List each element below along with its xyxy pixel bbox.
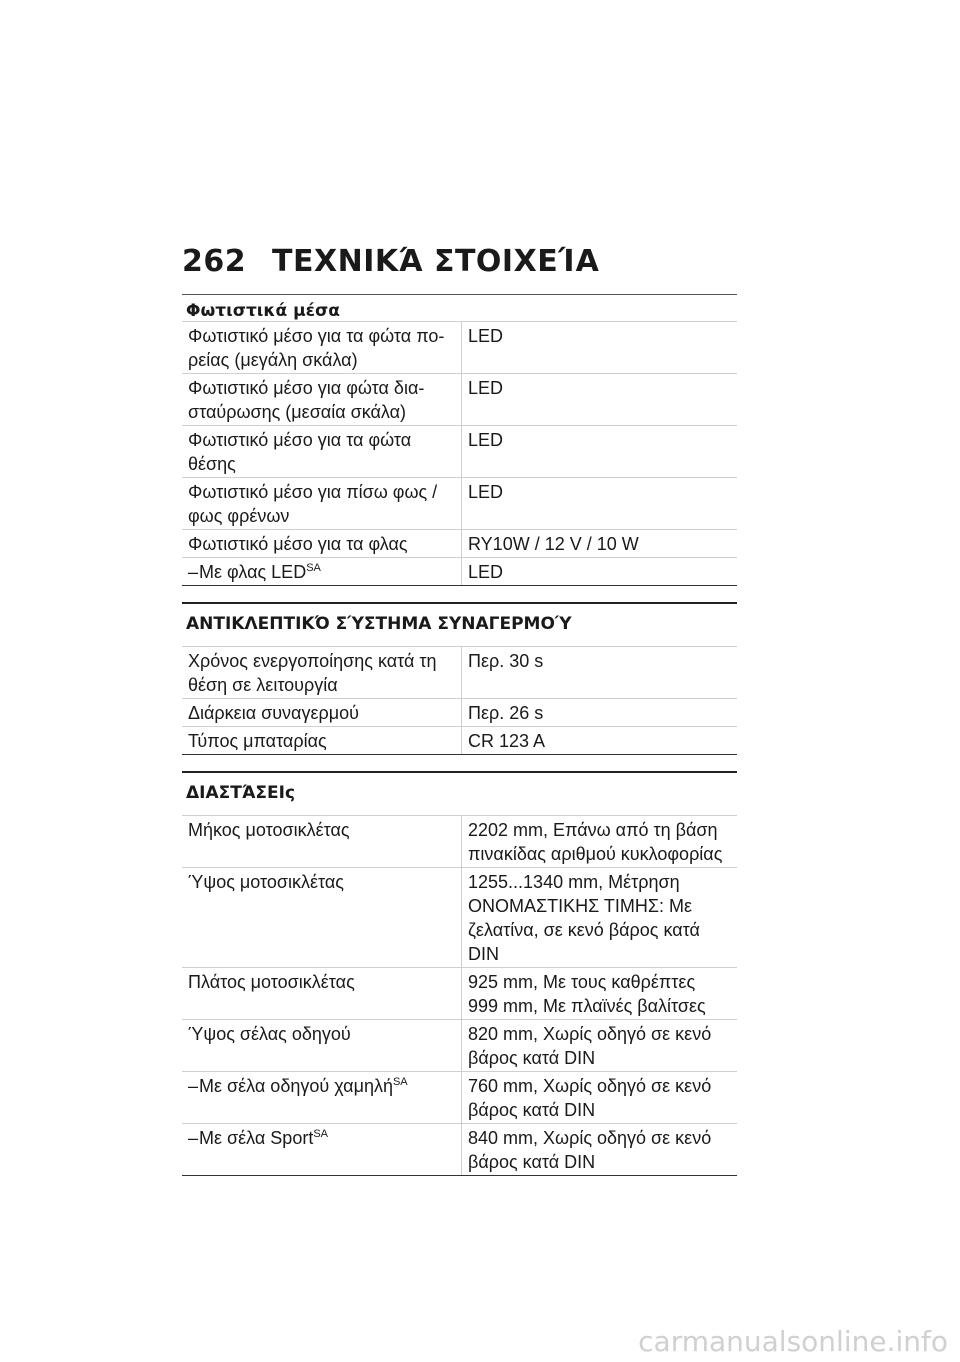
- table-row: [182, 816, 737, 868]
- section-title: ΑΝΤΙΚΛΕΠΤΙΚΌ ΣΎΣΤΗΜΑ ΣΥΝΑΓΕΡΜΟΎ: [182, 602, 737, 647]
- row-label: [182, 322, 462, 373]
- dash-marker: –: [188, 562, 199, 582]
- page-header: [182, 244, 599, 284]
- row-value: 820 mm, Χωρίς οδηγό σε κενό βάρος κατά DIN: [468, 1024, 712, 1068]
- row-value: RY10W / 12 V / 10 W: [468, 534, 639, 554]
- row-value: Περ. 26 s: [468, 703, 544, 723]
- row-label: [182, 1072, 462, 1123]
- table-row: [182, 647, 737, 699]
- row-label-text: Φωτιστικό μέσο για πίσω φως / φως φρένων: [188, 482, 438, 526]
- table-row: [182, 478, 737, 530]
- row-value: CR 123 A: [468, 731, 546, 751]
- row-value: LED: [468, 562, 504, 582]
- row-label-text: Με σέλα οδηγού χαμηλή: [199, 1076, 393, 1096]
- row-label: [182, 868, 462, 967]
- row-label: [182, 530, 462, 557]
- page-title: ΤΕΧΝΙΚΆ ΣΤΟΙΧΕΊΑ: [272, 244, 600, 279]
- table-row: [182, 868, 737, 968]
- row-label-text: Ύψος μοτοσικλέτας: [188, 872, 344, 892]
- table-row: [182, 426, 737, 478]
- row-label: [182, 478, 462, 529]
- row-label: [182, 374, 462, 425]
- table-row: [182, 530, 737, 558]
- row-label-text: Με σέλα Sport: [199, 1128, 314, 1148]
- row-label: [182, 1020, 462, 1071]
- row-value: 2202 mm, Επάνω από τη βάση πινακίδας αριθμού κυκλοφορίας: [468, 820, 723, 864]
- section-title: Φωτιστικά μέσα: [182, 294, 737, 322]
- section-rows: [182, 647, 737, 755]
- section-title: ΔΙΑΣΤΆΣΕΙς: [182, 771, 737, 816]
- watermark-text: carmanualsonline.info: [638, 1325, 948, 1358]
- row-value: LED: [468, 378, 504, 398]
- row-label-text: Με φλας LED: [199, 562, 307, 582]
- row-value: LED: [468, 482, 504, 502]
- row-label: [182, 647, 462, 698]
- table-row: [182, 699, 737, 727]
- table-row: [182, 1072, 737, 1124]
- row-label-text: Μήκος μοτοσικλέτας: [188, 820, 350, 840]
- row-value: LED: [468, 326, 504, 346]
- row-label-text: Χρόνος ενεργοποίησης κατά τη θέση σε λειτουργία: [188, 651, 437, 695]
- section-rows: [182, 816, 737, 1176]
- spec-content: [182, 294, 737, 1176]
- table-row: [182, 968, 737, 1020]
- row-label-text: Πλάτος μοτοσικλέτας: [188, 972, 355, 992]
- sa-superscript: SA: [392, 1076, 408, 1088]
- dash-marker: –: [188, 1128, 199, 1148]
- section-lighting: [182, 294, 737, 586]
- row-value: Περ. 30 s: [468, 651, 544, 671]
- row-label: [182, 727, 462, 754]
- section-dimensions: [182, 771, 737, 1176]
- row-label: [182, 426, 462, 477]
- row-label-text: Φωτιστικό μέσο για τα φώτα πο- ρείας (μεγάλη σκάλα): [188, 326, 445, 370]
- row-label-text: Τύπος μπαταρίας: [188, 731, 327, 751]
- sa-superscript: SA: [306, 562, 321, 574]
- row-value: 840 mm, Χωρίς οδηγό σε κενό βάρος κατά DIN: [468, 1128, 712, 1172]
- row-value: LED: [468, 430, 504, 450]
- table-row: [182, 727, 737, 755]
- table-row: [182, 1124, 737, 1176]
- page-number: 262: [182, 244, 247, 279]
- row-value: 1255...1340 mm, Μέτρηση ΟΝΟΜΑΣΤΙΚΗΣ ΤΙΜΗΣ: Με ζελατίνα, σε κενό βάρος κατά DIN: [468, 872, 700, 964]
- table-row: [182, 374, 737, 426]
- table-row: [182, 558, 737, 586]
- section-alarm: [182, 602, 737, 755]
- row-label: [182, 558, 462, 585]
- dash-marker: –: [188, 1076, 199, 1096]
- row-value: 925 mm, Με τους καθρέπτες 999 mm, Με πλαϊνές βαλίτσες: [468, 972, 706, 1016]
- table-row: [182, 1020, 737, 1072]
- section-rows: [182, 322, 737, 586]
- row-label-text: Διάρκεια συναγερμού: [188, 703, 359, 723]
- row-label: [182, 968, 462, 1019]
- row-label-text: Ύψος σέλας οδηγού: [188, 1024, 351, 1044]
- row-label-text: Φωτιστικό μέσο για τα φλας: [188, 534, 408, 554]
- sa-superscript: SA: [313, 1128, 329, 1140]
- row-label: [182, 699, 462, 726]
- row-label: [182, 1124, 462, 1175]
- row-value: 760 mm, Χωρίς οδηγό σε κενό βάρος κατά DIN: [468, 1076, 712, 1120]
- row-label-text: Φωτιστικό μέσο για τα φώτα θέσης: [188, 430, 412, 474]
- row-label-text: Φωτιστικό μέσο για φώτα δια- σταύρωσης (μεσαία σκάλα): [188, 378, 425, 422]
- table-row: [182, 322, 737, 374]
- row-label: [182, 816, 462, 867]
